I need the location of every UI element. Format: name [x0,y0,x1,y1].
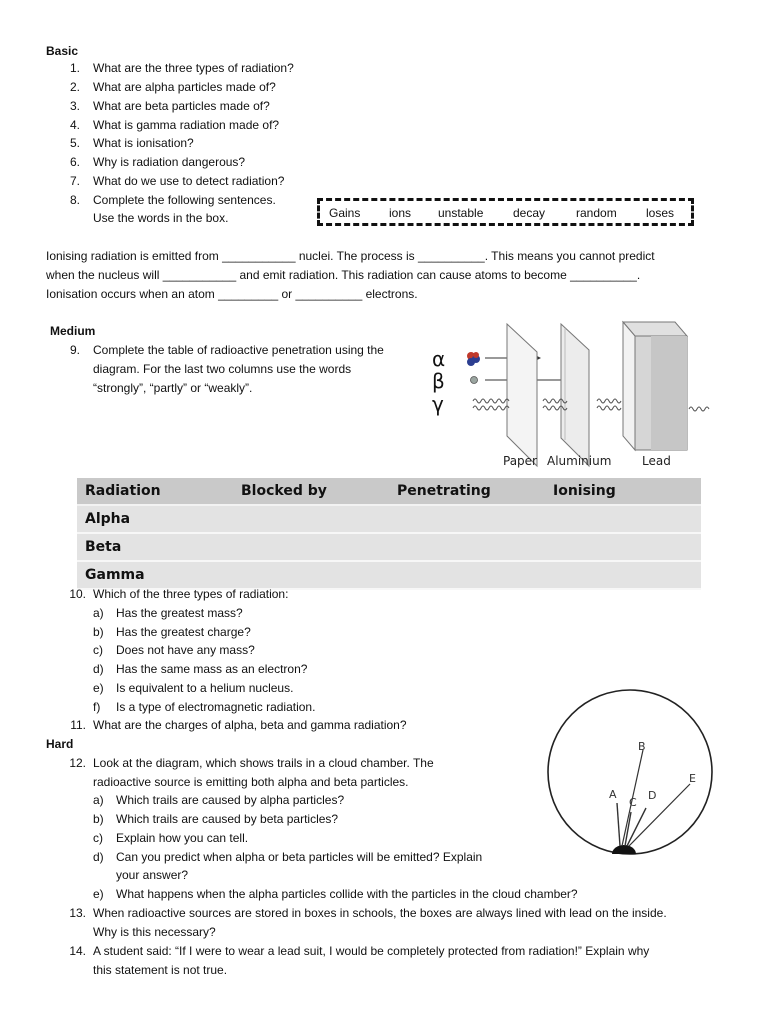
fill-in-paragraph-line-3: Ionisation occurs when an atom _________ or __________ electrons. [46,287,418,301]
question-number: 4. [69,118,80,132]
question-13-line-1: When radioactive sources are stored in boxes in schools, the boxes are always lined with lead on the inside. [93,906,667,920]
gamma-wave-1 [473,399,509,403]
question-10a: Has the greatest mass? [116,606,243,620]
question-13-line-2: Why is this necessary? [93,925,216,939]
trail-label-c: C [629,796,637,809]
paper-sheet [507,324,537,466]
alpha-particle-icon [467,352,480,366]
question-10e: Is equivalent to a helium nucleus. [116,681,294,695]
beta-particle-icon [471,377,478,384]
question-12a: Which trails are caused by alpha particles? [116,793,345,807]
header-blocked-by: Blocked by [233,478,389,505]
table-cell[interactable] [389,505,545,533]
question-12d-line-2: your answer? [116,868,189,882]
medium-heading: Medium [50,324,96,338]
question-10: Which of the three types of radiation: [93,587,289,601]
question-5: What is ionisation? [93,136,194,150]
question-10f: Is a type of electromagnetic radiation. [116,700,316,714]
question-number: 8. [69,193,80,207]
table-cell[interactable] [233,561,389,589]
hard-heading: Hard [46,737,74,751]
sub-letter: a) [93,793,104,807]
question-12c: Explain how you can tell. [116,831,249,845]
question-number: 7. [69,174,80,188]
question-number: 9. [69,343,80,357]
alpha-symbol: α [432,347,446,371]
paper-label: Paper [503,454,537,468]
table-cell[interactable] [545,505,701,533]
table-cell[interactable] [389,561,545,589]
question-number: 12. [69,756,86,770]
word-box [317,198,694,226]
table-cell[interactable] [545,533,701,561]
question-9-line-2: diagram. For the last two columns use the words [93,362,352,376]
word-gains: Gains [329,206,361,220]
question-9-line-3: “strongly”, “partly” or “weakly”. [93,381,253,395]
question-number: 13. [69,906,86,920]
question-number: 3. [69,99,80,113]
question-number: 11. [70,718,86,732]
table-cell[interactable] [389,533,545,561]
trail-label-e: E [689,772,696,785]
word-random: random [576,206,617,220]
question-10b: Has the greatest charge? [116,625,251,639]
question-8: Complete the following sentences. [93,193,276,207]
row-label-alpha: Alpha [77,505,233,533]
word-unstable: unstable [438,206,484,220]
question-12-line-1: Look at the diagram, which shows trails in a cloud chamber. The [93,756,434,770]
question-14-line-2: this statement is not true. [93,963,228,977]
table-row [77,561,701,589]
cloud-chamber-diagram [540,688,740,868]
question-number: 10. [69,587,86,601]
sub-letter: d) [93,662,104,676]
question-12b: Which trails are caused by beta particles? [116,812,339,826]
question-number: 2. [69,80,80,94]
question-number: 6. [69,155,80,169]
row-label-beta: Beta [77,533,233,561]
row-label-gamma: Gamma [77,561,233,589]
table-row [77,533,701,561]
word-loses: loses [646,206,675,220]
sub-letter: e) [93,887,104,901]
question-12e: What happens when the alpha particles collide with the particles in the cloud chamber? [116,887,578,901]
sub-letter: c) [93,831,103,845]
table-cell[interactable] [233,505,389,533]
question-11: What are the charges of alpha, beta and gamma radiation? [93,718,407,732]
question-9-line-1: Complete the table of radioactive penetration using the [93,343,384,357]
question-number: 5. [69,136,80,150]
question-6: Why is radiation dangerous? [93,155,246,169]
question-4: What is gamma radiation made of? [93,118,280,132]
question-7: What do we use to detect radiation? [93,174,285,188]
sub-letter: f) [93,700,101,714]
question-number: 1. [69,61,80,75]
fill-in-paragraph-line-2: when the nucleus will ___________ and emit radiation. This radiation can cause atoms to become __________. [46,268,641,282]
lead-label: Lead [642,454,671,468]
beta-symbol: β [432,369,445,393]
question-8-line-2: Use the words in the box. [93,211,229,225]
table-cell[interactable] [545,561,701,589]
question-number: 14. [69,944,86,958]
sub-letter: d) [93,850,104,864]
question-12-line-2: radioactive source is emitting both alpha and beta particles. [93,775,409,789]
lead-block [623,322,687,450]
question-10d: Has the same mass as an electron? [116,662,308,676]
question-3: What are beta particles made of? [93,99,270,113]
sub-letter: e) [93,681,104,695]
trail-label-d: D [648,789,657,802]
question-12d: Can you predict when alpha or beta particles will be emitted? Explain [116,850,483,864]
header-radiation: Radiation [77,478,233,505]
table-row [77,505,701,533]
trail-label-b: B [638,740,646,753]
table-cell[interactable] [233,533,389,561]
sub-letter: b) [93,625,104,639]
sub-letter: a) [93,606,104,620]
header-penetrating: Penetrating [389,478,545,505]
question-14-line-1: A student said: “If I were to wear a lead suit, I would be completely protected from radiation!” Explain why [93,944,650,958]
table-header-row [77,478,701,505]
aluminium-label: Aluminium [547,454,612,468]
sub-letter: c) [93,643,103,657]
gamma-symbol: γ [432,392,444,416]
word-decay: decay [513,206,546,220]
sub-letter: b) [93,812,104,826]
penetration-table [77,478,701,590]
chamber-outline [548,690,712,854]
fill-in-paragraph-line-1: Ionising radiation is emitted from ___________ nuclei. The process is __________. This means you cannot predict [46,249,655,263]
trail-label-a: A [609,788,617,801]
question-1: What are the three types of radiation? [93,61,294,75]
question-2: What are alpha particles made of? [93,80,276,94]
basic-heading: Basic [46,44,79,58]
word-ions: ions [389,206,412,220]
question-10c: Does not have any mass? [116,643,255,657]
header-ionising: Ionising [545,478,701,505]
penetration-diagram [455,318,725,473]
